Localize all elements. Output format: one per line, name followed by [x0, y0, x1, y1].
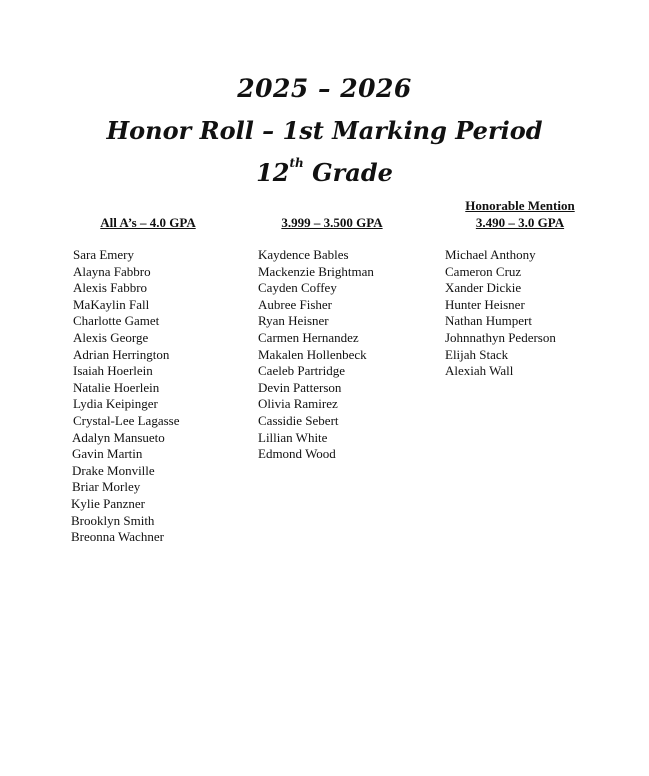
student-name: Natalie Hoerlein: [73, 379, 160, 395]
student-name: Johnnathyn Pederson: [445, 329, 556, 345]
title-grade: [0, 158, 649, 187]
student-name: Lydia Keipinger: [73, 396, 158, 412]
student-name: Alexis Fabbro: [73, 280, 148, 296]
student-name: Cassidie Sebert: [258, 412, 339, 428]
student-name: Kylie Panzner: [71, 495, 146, 511]
student-name: Charlotte Gamet: [73, 313, 160, 329]
student-name: Cayden Coffey: [258, 280, 337, 296]
title-honor-roll-period: Honor Roll – 1st Marking Period: [106, 116, 543, 145]
student-name: Kaydence Bables: [258, 247, 349, 262]
student-name: Briar Morley: [72, 479, 141, 495]
student-name: Ryan Heisner: [258, 313, 329, 329]
column-heading-honorable-mention: Honorable Mention: [465, 198, 575, 213]
name-list-3-5-gpa: [258, 247, 374, 463]
student-name: Breonna Wachner: [71, 529, 164, 545]
student-name: Gavin Martin: [72, 446, 143, 462]
student-name: Aubree Fisher: [258, 296, 333, 312]
student-name: Crystal-Lee Lagasse: [73, 412, 180, 428]
student-name: Makalen Hollenbeck: [258, 346, 367, 362]
student-name: Caeleb Partridge: [258, 363, 345, 379]
student-name: Adalyn Mansueto: [72, 429, 165, 445]
student-name: Devin Patterson: [258, 379, 342, 395]
student-name: Olivia Ramirez: [258, 396, 338, 412]
name-list-all-as: [73, 247, 179, 546]
column-heading-3-0-gpa: 3.490 – 3.0 GPA: [475, 215, 565, 230]
grade-suffix: th: [289, 156, 304, 170]
student-name: Michael Anthony: [445, 247, 536, 262]
student-name: Hunter Heisner: [445, 296, 525, 312]
grade-number: 12: [256, 158, 290, 187]
student-name: MaKaylin Fall: [73, 296, 150, 312]
grade-word: Grade: [312, 158, 393, 187]
student-name: Alayna Fabbro: [73, 263, 151, 279]
student-name: Drake Monville: [72, 462, 155, 478]
student-name: Edmond Wood: [258, 446, 336, 462]
name-list-honorable-mention: [445, 247, 556, 380]
student-name: Lillian White: [258, 429, 328, 445]
student-name: Mackenzie Brightman: [258, 263, 374, 279]
title-school-year: 2025 – 2026: [237, 74, 412, 103]
student-name: Nathan Humpert: [445, 313, 533, 329]
column-heading-3-5-gpa: 3.999 – 3.500 GPA: [281, 215, 383, 230]
student-name: Brooklyn Smith: [71, 512, 155, 528]
student-name: Alexiah Wall: [445, 363, 514, 379]
student-name: Sara Emery: [73, 247, 135, 262]
student-name: Alexis George: [73, 329, 149, 345]
student-name: Elijah Stack: [445, 346, 509, 362]
column-heading-all-as: All A’s – 4.0 GPA: [100, 215, 196, 230]
student-name: Xander Dickie: [445, 280, 522, 296]
student-name: Carmen Hernandez: [258, 329, 359, 345]
student-name: Cameron Cruz: [445, 263, 522, 279]
student-name: Adrian Herrington: [73, 346, 170, 362]
student-name: Isaiah Hoerlein: [73, 363, 153, 379]
